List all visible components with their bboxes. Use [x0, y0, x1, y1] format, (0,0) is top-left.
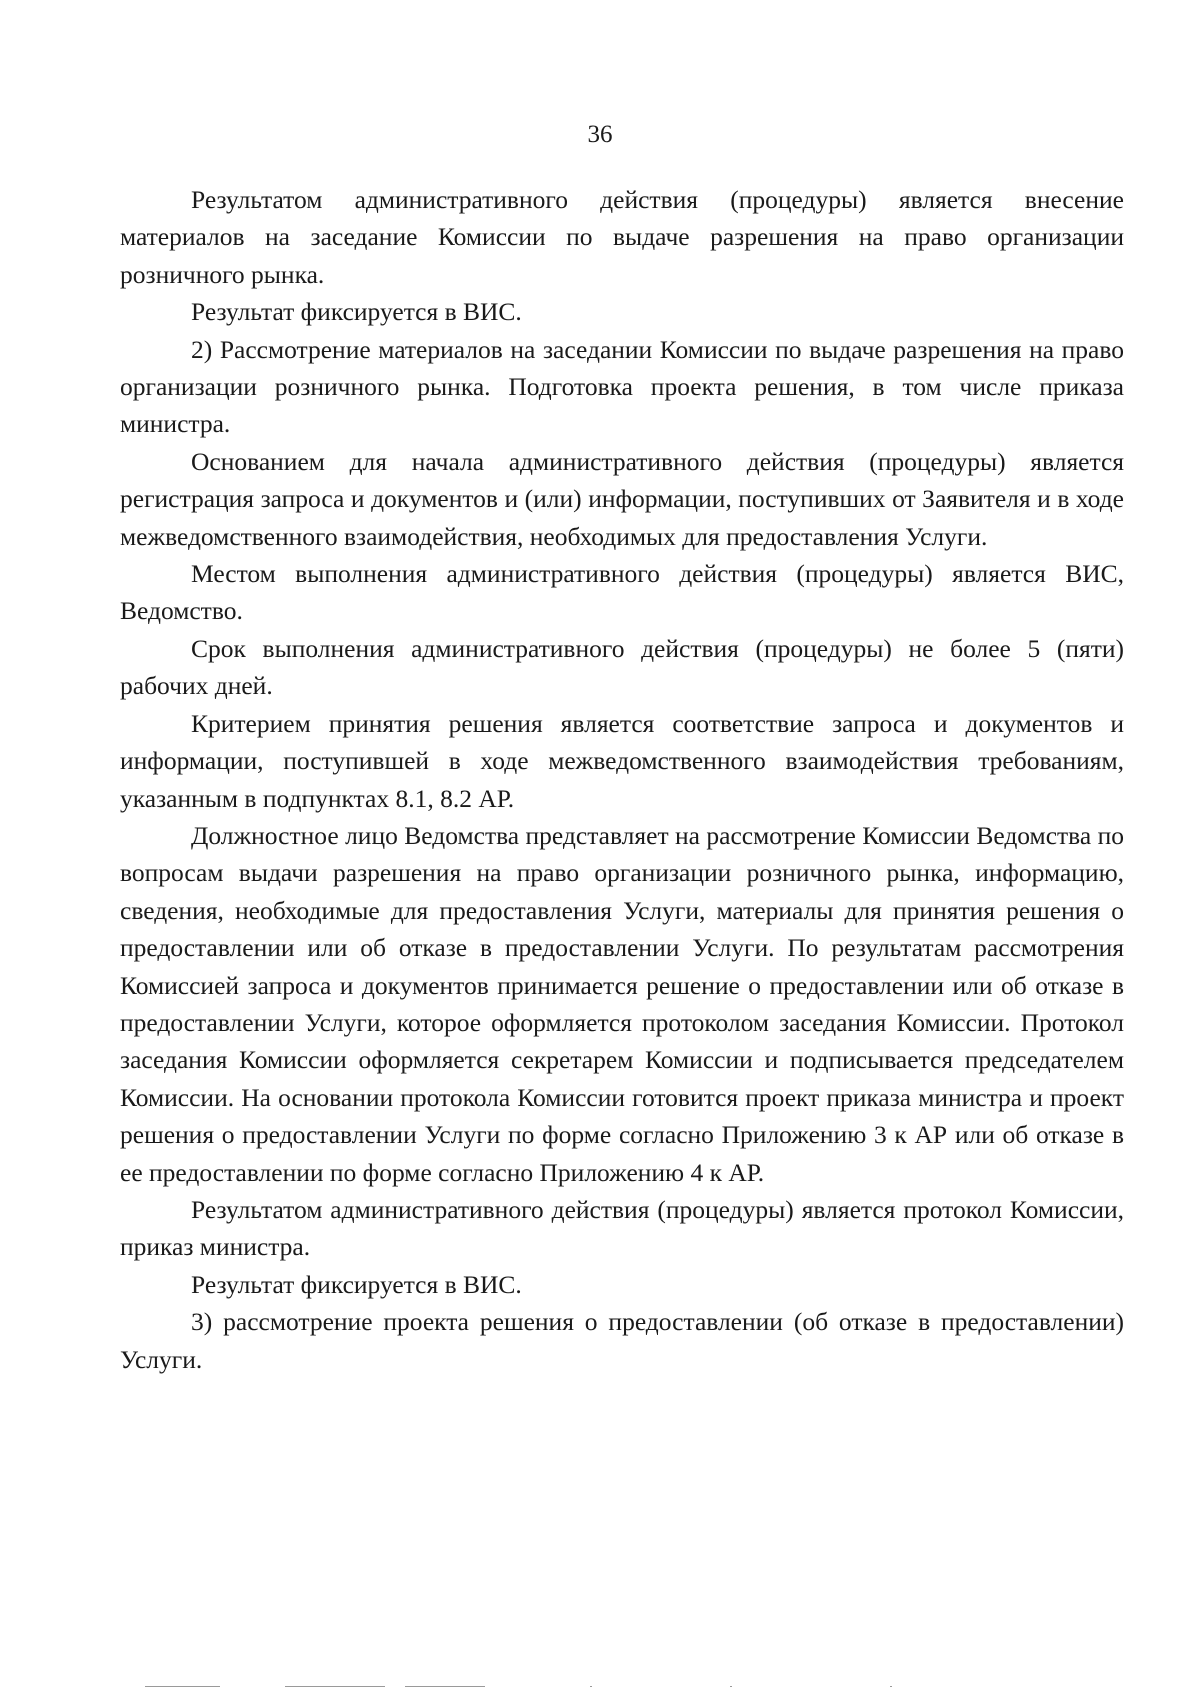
scan-edge-marks — [30, 1686, 1170, 1690]
paragraph-term: Срок выполнения административного действия (процедуры) не более 5 (пяти) рабочих дней. — [120, 633, 1124, 701]
paragraph-official-submission: Должностное лицо Ведомства представляет на рассмотрение Комиссии Ведомства по вопросам выдачи разрешения на право организации розничного рынка, информацию, сведения, необходимые для предоставления Услуги, материалы для принятия решения о предоставлении или об отказе в предоставлении Услуги. По результатам рассмотрения Комиссией запроса и документов принимается решение о предоставлении или об отказе в предоставлении Услуги, которое оформляется протоколом заседания Комиссии. Протокол заседания Комиссии оформляется секретарем Комиссии и подписывается председателем Комиссии. На основании протокола Комиссии готовится проект приказа министра и проект решения о предоставлении Услуги по форме согласно Приложению 3 к АР или об отказе в ее предоставлении по форме согласно Приложению 4 к АР. — [120, 820, 1124, 1187]
document-body — [120, 181, 1124, 1378]
paragraph-result-recorded: Результат фиксируется в ВИС. — [191, 297, 522, 327]
paragraph-result-protocol: Результатом административного действия (процедуры) является протокол Комиссии, приказ министра. — [120, 1194, 1124, 1262]
paragraph-result-materials: Результатом административного действия (процедуры) является внесение материалов на заседание Комиссии по выдаче разрешения на право организации розничного рынка. — [120, 185, 1124, 289]
paragraph-step-2-review: 2) Рассмотрение материалов на заседании Комиссии по выдаче разрешения на право организации розничного рынка. Подготовка проекта решения, в том числе приказа министра. — [120, 334, 1124, 439]
paragraph-basis: Основанием для начала административного действия (процедуры) является регистрация запроса и документов и (или) информации, поступивших от Заявителя и в ходе межведомственного взаимодействия, необходимых для предоставления Услуги. — [120, 446, 1124, 551]
paragraph-step-3-review: 3) рассмотрение проекта решения о предоставлении (об отказе в предоставлении) Услуги. — [120, 1307, 1124, 1374]
paragraph-place: Местом выполнения административного действия (процедуры) является ВИС, Ведомство. — [120, 559, 1124, 626]
page-number: 36 — [587, 121, 613, 148]
paragraph-criterion: Критерием принятия решения является соответствие запроса и документов и информации, поступившей в ходе межведомственного взаимодействия требованиям, указанным в подпунктах 8.1, 8.2 АР. — [120, 708, 1124, 813]
paragraph-result-recorded-2: Результат фиксируется в ВИС. — [191, 1269, 522, 1299]
